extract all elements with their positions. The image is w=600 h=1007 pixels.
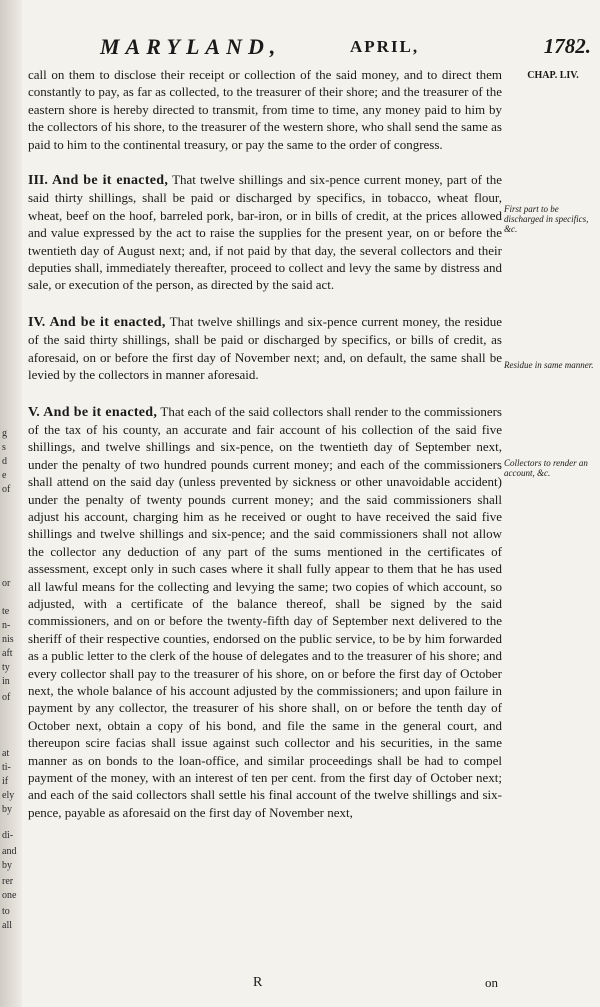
gutter-fragment: by xyxy=(2,804,12,815)
gutter-fragment: if xyxy=(2,776,9,787)
gutter-fragment: of xyxy=(2,692,11,703)
gutter-fragment: one xyxy=(2,890,17,901)
section-iii xyxy=(28,171,502,294)
gutter-fragment: d xyxy=(2,456,7,467)
paragraph-continuation xyxy=(28,66,502,153)
gutter-fragment: at xyxy=(2,748,10,759)
gutter-fragment: di- xyxy=(2,830,14,841)
paragraph-text: That twelve shillings and six-pence current money, part of the said thirty shillings, shall be paid or discharged by specifics, in tobacco, wheat flour, wheat, beef on the hoof, barreled pork, bar-iron, or in bills of credit, at the prices allowed and value expressed by the act to raise the supplies for the present year, on or before the twentieth day of August next; and, if not paid by that day, the several collectors and their deputies shall, immediately thereafter, proceed to collect and levy the same by distress and sale, or execution of the person, as directed by the said act. xyxy=(28,172,502,293)
paragraph-text: That each of the said collectors shall render to the commissioners of the tax of his county, an accurate and fair account of his collection of the said five shillings, and twelve shillings and six-pence, on the twentieth day of September next, under the penalty of two hundred pounds current money; and each of the commissioners shall attend on the said day (unless prevented by sickness or other unavoidable accident) under the penalty of twenty pounds current money; and the said commissioners shall adjust his account, charging him as he received or ought to have received the said five shillings and twelve shillings and six-pence; and the said commissioners shall not allow the collector any deduction of any part of the sums mentioned in the certificates of assessment, except only in such cases where it shall fully appear to them that he has used all lawful means for the collecting and levying the same; two copies of which account, so adjusted, with a certificate of the balance thereof, shall be signed by the said commissioners, and on or before the twenty-fifth day of September next delivered to the sheriff of their respective counties, endorsed on the public service, to be by him forwarded as a public letter to the clerk of the house of delegates and to the treasurer of his shore; and every collector shall pay to the treasurer of his shore, on or before the first day of October next, the whole balance of his account adjusted by the commissioners; and upon failure in payment by any collector, the treasurer of his shore shall, on or before the tenth day of October next, obtain a copy of his bond, and file the same in the general court, and thereupon scire facias shall issue against such collector and his securities, in the same manner as on bonds to the loan-office, and similar proceedings shall be had to compel payment of the money, with an interest of ten per cent. from the first day of October next; and each of the said collectors shall settle his final account of the twelve shillings and six-pence, payable as aforesaid on the first day of November next, xyxy=(28,403,502,820)
page-header xyxy=(100,34,595,60)
gutter-fragment: rer xyxy=(2,876,14,887)
gutter-fragment: by xyxy=(2,860,12,871)
gutter-fragment: of xyxy=(2,484,11,495)
enacting-clause: And be it enacted, xyxy=(52,173,169,189)
gutter-fragment: nis xyxy=(2,634,14,645)
catchword: on xyxy=(485,975,498,990)
running-year: 1782. xyxy=(543,34,591,58)
gutter-fragment: to xyxy=(2,906,10,917)
margin-note-first-part: First part to be discharged in specifics, &c. xyxy=(504,204,589,234)
gutter-fragment: aft xyxy=(2,648,13,659)
gutter-fragment: all xyxy=(2,920,12,931)
running-month: APRIL, xyxy=(350,37,420,56)
enacting-clause: And be it enacted, xyxy=(43,404,158,420)
gutter-fragment: e xyxy=(2,470,7,481)
section-v xyxy=(28,403,502,822)
running-title: MARYLAND, xyxy=(100,34,282,59)
chapter-marker: CHAP. LIV. xyxy=(527,70,579,81)
margin-note-residue: Residue in same manner. xyxy=(504,360,594,370)
gutter-fragment: and xyxy=(2,846,17,857)
section-number: III. xyxy=(28,173,48,189)
enacting-clause: And be it enacted, xyxy=(49,314,166,330)
margin-note-collectors: Collectors to render an account, &c. xyxy=(504,458,588,478)
section-number: IV. xyxy=(28,314,46,330)
gutter-fragment: n- xyxy=(2,620,11,631)
signature-mark: R xyxy=(253,975,263,990)
section-iv xyxy=(28,313,502,384)
gutter-fragment: in xyxy=(2,676,10,687)
gutter-fragment: ty xyxy=(2,662,10,673)
gutter-fragment: s xyxy=(2,442,6,453)
section-number: V. xyxy=(28,404,40,420)
gutter-fragment: ely xyxy=(2,790,15,801)
gutter-fragment: g xyxy=(2,428,7,439)
paragraph-text: call on them to disclose their receipt or collection of the said money, and to direct them constantly to pay, as far as collected, to the treasurer of their shore; and the treasurer of the eastern shore is hereby directed to transmit, from time to time, any money paid to him by the collectors of his shore, to the treasurer of the western shore, who shall send the same as paid to him to the continental treasury, or pay the same to the order of congress. xyxy=(28,67,502,152)
gutter-fragment: ti- xyxy=(2,762,11,773)
paragraph-text: That twelve shillings and six-pence current money, the residue of the said thirty shillings, shall be paid or discharged by specifics, or bills of credit, as aforesaid, on or before the first day of November next; and, on default, the same shall be levied by the collectors in manner aforesaid. xyxy=(28,313,503,383)
gutter-fragment: or xyxy=(2,578,11,589)
gutter-fragment: te xyxy=(2,606,10,617)
body-text xyxy=(28,66,502,821)
